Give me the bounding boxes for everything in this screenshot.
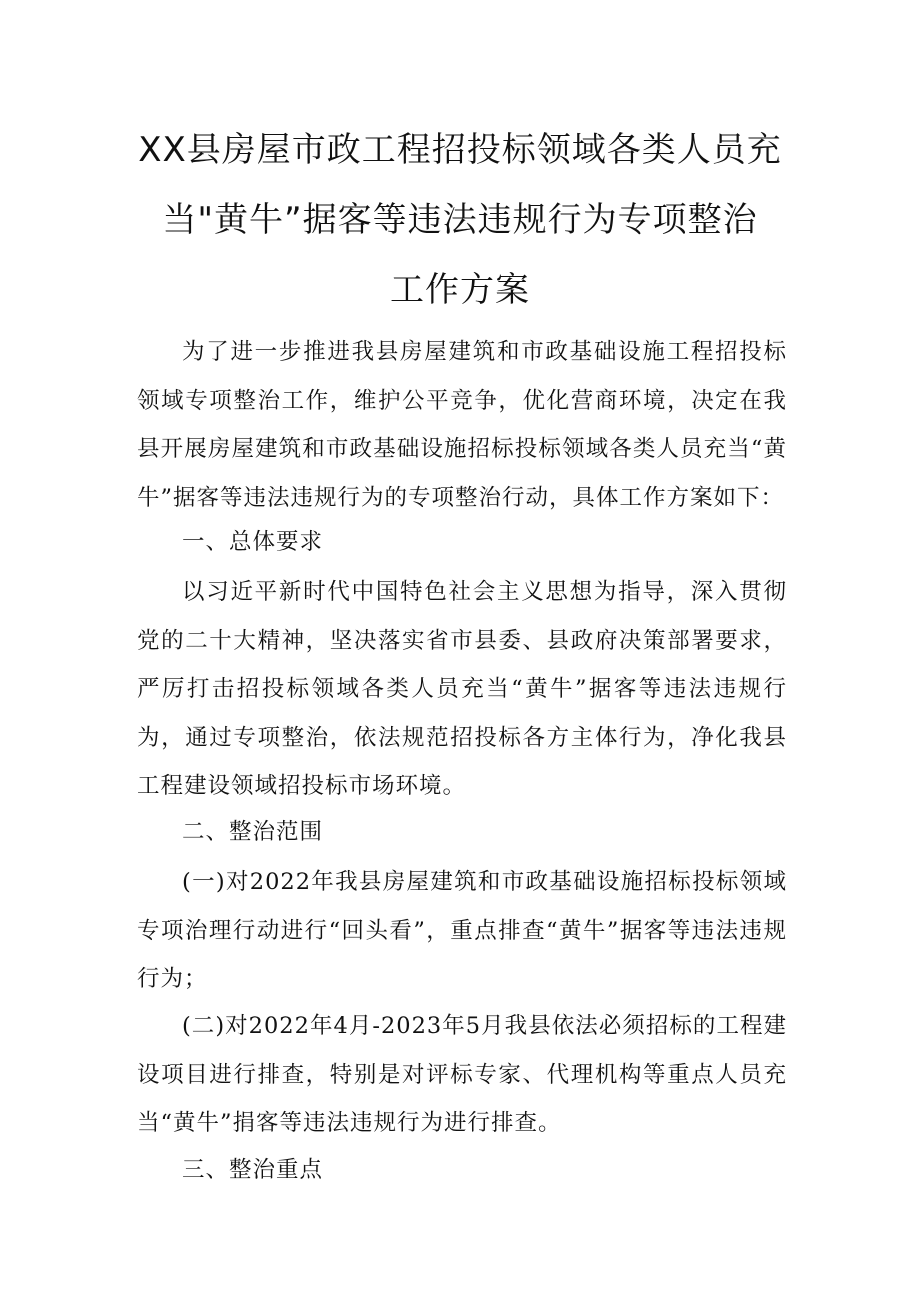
document-title-line-2: 当"黄牛”据客等违法违规行为专项整治 (162, 200, 758, 240)
intro-paragraph: 为了进一步推进我县房屋建筑和市政基础设施工程招投标领域专项整治工作，维护公平竞争，优化营商环境，决定在我县开展房屋建筑和市政基础设施招标投标领域各类人员充当“黄牛”据客等违法违规行为的专项整治行动，具体工作方案如下： (137, 339, 787, 511)
scope-item-1: (一)对2022年我县房屋建筑和市政基础设施招标投标领域专项治理行动进行“回头看”，重点排查“黄牛”据客等违法违规行为； (137, 869, 787, 992)
document-title-line-1: XX县房屋市政工程招投标领域各类人员充 (138, 130, 782, 170)
document-title-line-3: 工作方案 (390, 270, 530, 310)
scope-item-2: (二)对2022年4月-2023年5月我县依法必须招标的工程建设项目进行排查，特别是对评标专家、代理机构等重点人员充当“黄牛”捐客等违法违规行为进行排查。 (137, 1013, 787, 1136)
general-requirements-paragraph: 以习近平新时代中国特色社会主义思想为指导，深入贯彻党的二十大精神，坚决落实省市县委、县政府决策部署要求，严厉打击招投标领域各类人员充当“黄牛”据客等违法违规行为，通过专项整治，依法规范招投标各方主体行为，净化我县工程建设领域招投标市场环境。 (137, 579, 787, 799)
section-heading-scope: 二、整治范围 (182, 819, 324, 845)
section-heading-key-points: 三、整治重点 (182, 1157, 324, 1183)
section-heading-general-requirements: 一、总体要求 (182, 529, 324, 555)
